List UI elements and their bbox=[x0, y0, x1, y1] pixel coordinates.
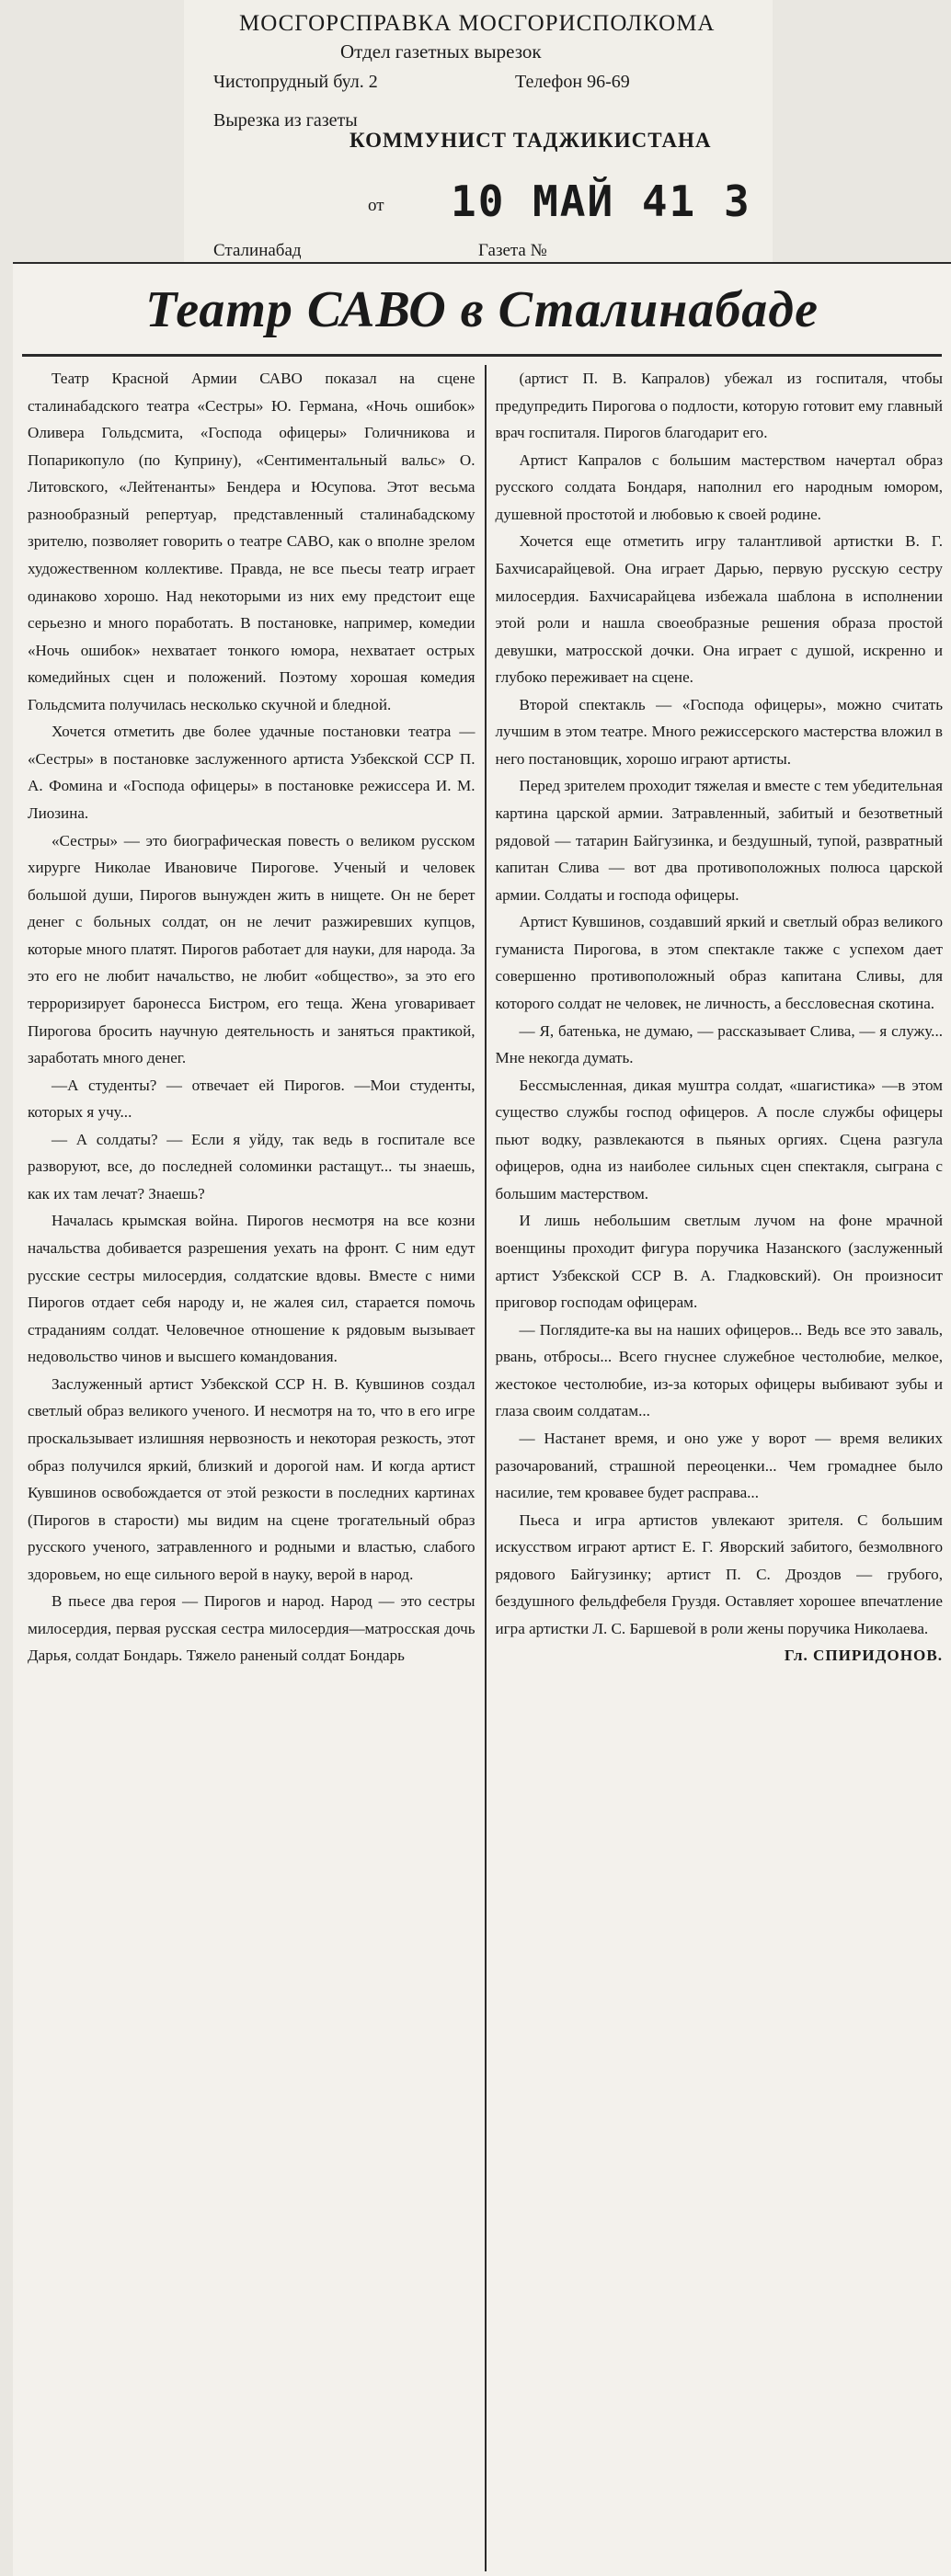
newspaper-name: КОММУНИСТ ТАДЖИКИСТАНА bbox=[349, 129, 712, 152]
paragraph: Второй спектакль — «Господа офицеры», можно считать лучшим в этом театре. Много режиссерского мастерства вложил в него постановщик, хорошо играют артисты. bbox=[495, 695, 943, 768]
paragraph: В пьесе два героя — Пирогов и народ. Народ — это сестры милосердия, первая русская сестра милосердия—матросская дочь Дарья, солдат Бондарь. Тяжело раненый солдат Бондарь bbox=[28, 1592, 476, 1665]
author-signature: Гл. СПИРИДОНОВ. bbox=[784, 1647, 943, 1665]
phone: Телефон 96-69 bbox=[515, 72, 630, 92]
article-title: Театр САВО в Сталинабаде bbox=[145, 281, 819, 338]
paragraph: (артист П. В. Капралов) убежал из госпиталя, чтобы предупредить Пирогова о подлости, которую готовит ему главный врач госпиталя. Пирогов благодарит его. bbox=[495, 370, 943, 442]
issue-label: Газета № bbox=[478, 241, 547, 260]
paragraph: Бессмысленная, дикая муштра солдат, «шагистика» —в этом существо службы господ офицеров. А после службы офицеры пьют водку, развлекаются в пьяных оргиях. Сцена разгула офицеров, одна из наиболее сильных сцен спектакля, сыграна с большим мастерством. bbox=[495, 1076, 943, 1203]
date-stamp: 10 МАЙ 41 3 bbox=[451, 177, 751, 226]
title-rule bbox=[22, 354, 942, 357]
article-columns bbox=[28, 365, 943, 2571]
department-name: Отдел газетных вырезок bbox=[340, 40, 542, 63]
article bbox=[13, 262, 951, 2576]
clipping-from-label: Вырезка из газеты bbox=[213, 110, 358, 131]
paragraph: Хочется еще отметить игру талантливой артистки В. Г. Бахчисарайцевой. Она играет Дарью, первую русскую сестру милосердия. Бахчисарайцева избежала шаблона в исполнении этой роли и нашла своеобразные решения образа простой девушки, матросской дочки. Она играет с душой, искренно и глубоко переживает на сцене. bbox=[495, 532, 943, 687]
paragraph: — Настанет время, и оно уже у ворот — время великих разочарований, страшной переоценки... Чем громаднее было насилие, тем кровавее будет расправа... bbox=[495, 1429, 943, 1502]
address: Чистопрудный бул. 2 bbox=[213, 72, 378, 92]
paragraph: «Сестры» — это биографическая повесть о великом русском хирурге Николае Ивановиче Пирогове. Ученый и человек большой души, Пирогов вынужден жить в нищете. Он не берет денег с больных солдат, он не лечит разжиревших купцов, которые много платят. Пирогов работает для науки, для народа. За это его не любит начальство, не любит «общество», за это его терроризирует баронесса Бистром, его теща. Жена уговаривает Пирогова бросить научную деятельность и заняться практикой, заработать много денег. bbox=[28, 831, 476, 1067]
right-column bbox=[485, 365, 944, 2571]
paragraph: И лишь небольшим светлым лучом на фоне мрачной военщины проходит фигура поручика Назанского (заслуженный артист Узбекской ССР В. А. Гладковский). Он произносит приговор господам офицерам. bbox=[495, 1212, 943, 1312]
paragraph: —А студенты? — отвечает ей Пирогов. —Мои студенты, которых я учу... bbox=[28, 1076, 476, 1122]
paragraph: Артист Кувшинов, создавший яркий и светлый образ великого гуманиста Пирогова, в этом спектакле также с успехом дает совершенно противоположный образ капитана Сливы, для которого солдат не человек, не личность, а бессловесная скотина. bbox=[495, 913, 943, 1012]
paragraph: — Я, батенька, не думаю, — рассказывает Слива, — я служу... Мне некогда думать. bbox=[495, 1021, 943, 1067]
paragraph: Заслуженный артист Узбекской ССР Н. В. Кувшинов создал светлый образ великого ученого. И несмотря на то, что в его игре проскальзывает излишняя нервозность и некоторая резкость, этот образ получился яркий, близкий и дорогой нам. И когда артист Кувшинов освобождается от этой резкости в последних картинах (Пирогов в старости) мы видим на сцене трогательный образ русского ученого, затравленного и родными и властью, слабого здоровьем, но еще сильного верой в науку, верой в народ. bbox=[28, 1374, 476, 1583]
organization-name: МОСГОРСПРАВКА МОСГОРИСПОЛКОМА bbox=[239, 11, 716, 36]
archive-slip bbox=[184, 0, 773, 267]
paragraph: Перед зрителем проходит тяжелая и вместе с тем убедительная картина царской армии. Затравленный, забитый и безответный рядовой — татарин Байгузинка, и бездушный, тупой, развратный капитан Слива — вот два противоположных полюса царской армии. Солдаты и господа офицеры. bbox=[495, 777, 943, 904]
date-prefix: от bbox=[368, 196, 384, 215]
paragraph: — Поглядите-ка вы на наших офицеров... Ведь все это заваль, рвань, отбросы... Всего гнуснее служебное честолюбие, мелкое, жестокое честолюбие, из-за которых офицеры выбивают зубы и глаза своим солдатам... bbox=[495, 1320, 943, 1420]
paragraph: — А солдаты? — Если я уйду, так ведь в госпитале все разворуют, все, до последней соломинки растащут... ты знаешь, как их там лечат? Знаешь? bbox=[28, 1130, 476, 1203]
paragraph: Началась крымская война. Пирогов несмотря на все козни начальства добивается разрешения уехать на фронт. С ним едут русские сестры милосердия, солдатские вдовы. Вместе с ними Пирогов отдает себя народу и, не жалея сил, старается помочь страданиям солдат. Человечное отношение к рядовым вызывает недовольство чинов и высшего командования. bbox=[28, 1212, 476, 1366]
paragraph: Пьеса и игра артистов увлекают зрителя. С большим искусством играют артист Е. Г. Яворский забитого, безмолвного рядового Байгузинку; артист П. С. Дроздов — грубого, бездушного фельдфебеля Груздя. Оставляет хорошее впечатление игра артистки Л. С. Баршевой в роли жены поручика Николаева. bbox=[495, 1510, 943, 1637]
city-label: Сталинабад bbox=[213, 241, 302, 260]
left-column bbox=[28, 365, 485, 2571]
paragraph: Хочется отметить две более удачные постановки театра — «Сестры» в постановке заслуженного артиста Узбекской ССР П. А. Фомина и «Господа офицеры» в постановке режиссера И. М. Лиозина. bbox=[28, 723, 476, 822]
paragraph: Артист Капралов с большим мастерством начертал образ русского солдата Бондаря, наполнил его народным юмором, душевной простотой и любовью к своей родине. bbox=[495, 450, 943, 523]
paragraph: Театр Красной Армии САВО показал на сцене сталинабадского театра «Сестры» Ю. Германа, «Ночь ошибок» Оливера Гольдсмита, «Господа офицеры» Голичникова и Попарикопуло (по Куприну), «Сентиментальный вальс» О. Литовского, «Лейтенанты» Бендера и Юсупова. Этот весьма разнообразный репертуар, представленный сталинабадскому зрителю, позволяет говорить о театре САВО, как о вполне зрелом художественном коллективе. Правда, не все пьесы театр играет одинаково хорошо. Над некоторыми из них ему предстоит еще серьезно и много поработать. В постановке, например, комедии «Ночь ошибок» нехватает тонкого юмора, нехватает острых комедийных сцен и положений. Поэтому хорошая комедия Гольдсмита получилась несколько скучной и бледной. bbox=[28, 370, 476, 713]
